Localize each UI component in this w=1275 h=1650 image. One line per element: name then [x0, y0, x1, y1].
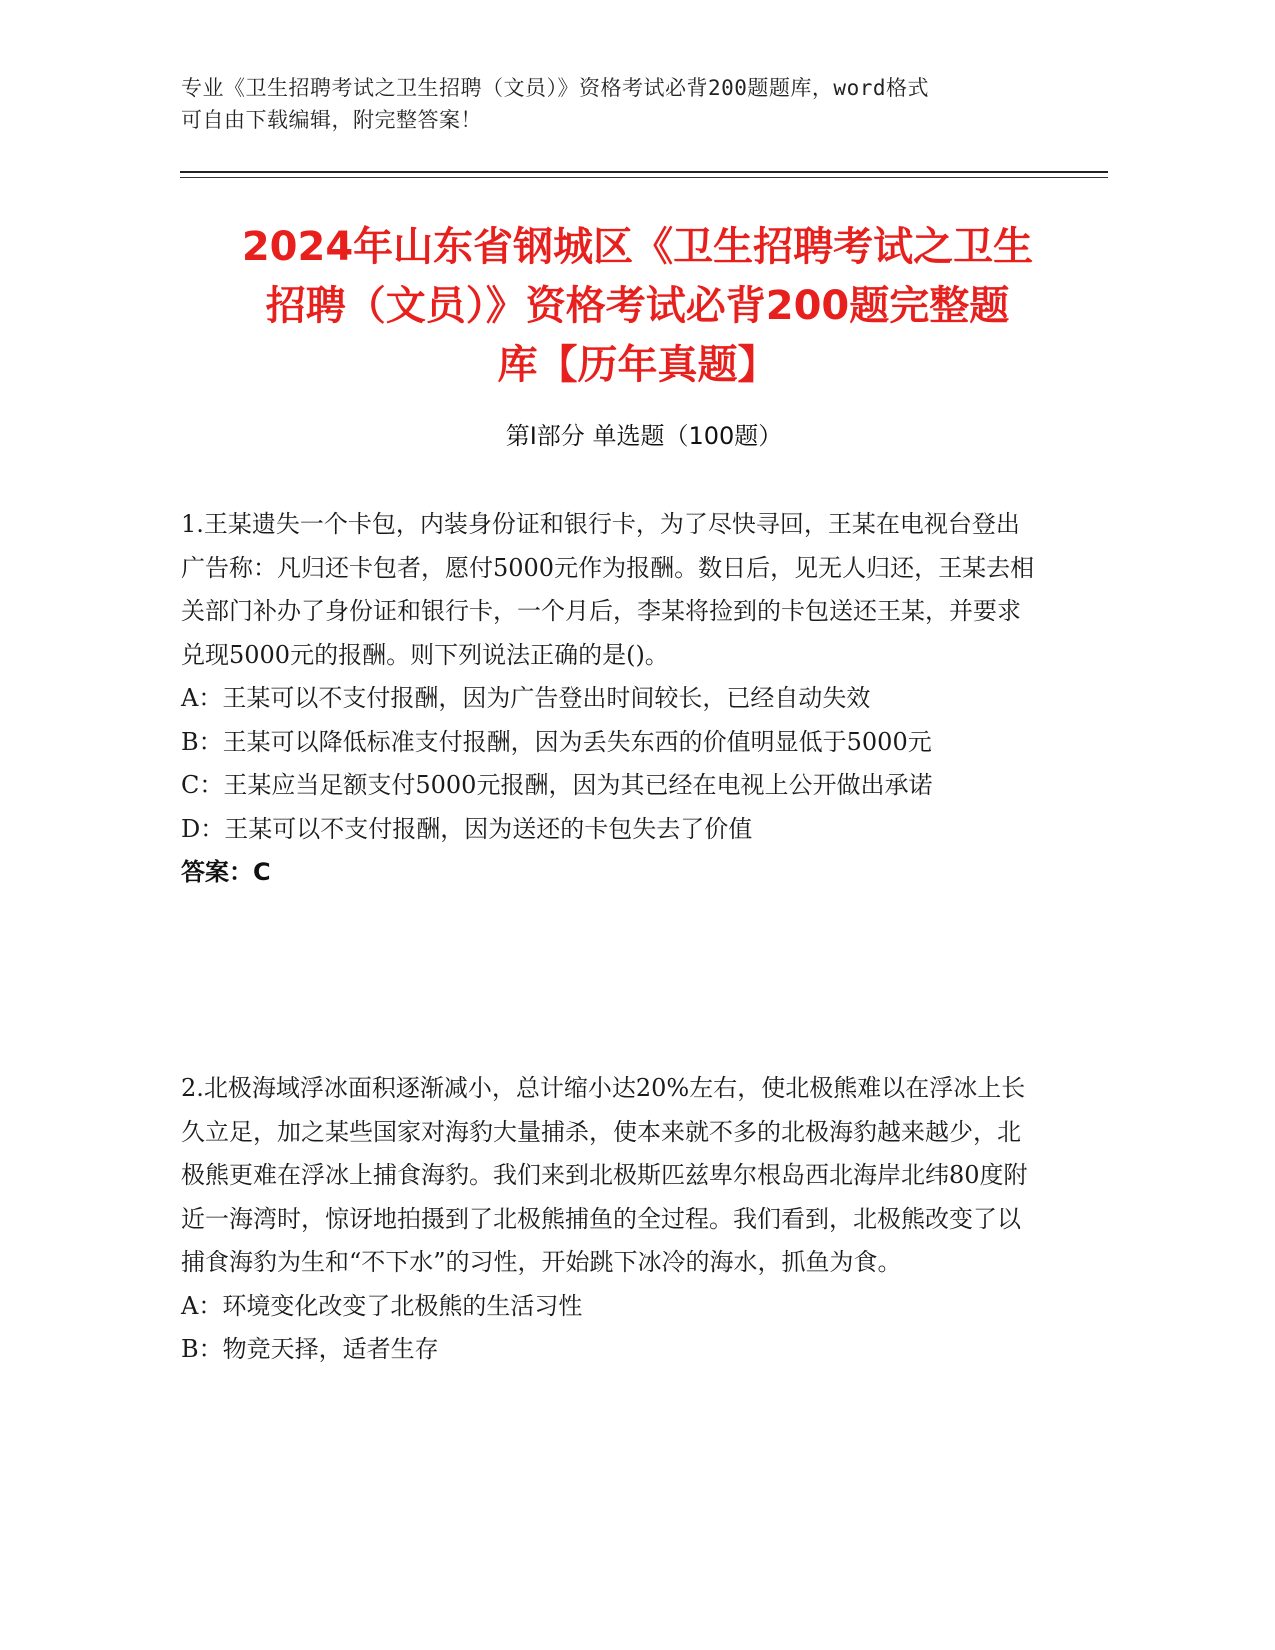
header-note — [181, 72, 1041, 136]
option-a: A：王某可以不支付报酬，因为广告登出时间较长，已经自动失效 — [181, 684, 871, 712]
header-divider-thin — [180, 177, 1108, 178]
question-stem: 1.王某遗失一个卡包，内装身份证和银行卡，为了尽快寻回，王某在电视台登出广告称：凡归还卡包者，愿付5000元作为报酬。数日后，见无人归还，王某去相关部门补办了身份证和银行卡，一个月后，李某将捡到的卡包送还王某，并要求兑现5000元的报酬。则下列说法正确的是()。 — [181, 510, 1035, 669]
option-b: B：王某可以降低标准支付报酬，因为丢失东西的价值明显低于5000元 — [181, 727, 932, 756]
header-note-line-1: 专业《卫生招聘考试之卫生招聘（文员）》资格考试必背200题题库，word格式 — [181, 76, 929, 100]
document-title-line-2: 招聘（文员）》资格考试必背200题完整题 — [265, 283, 1010, 329]
section-title: 第Ⅰ部分 单选题（100题） — [505, 422, 783, 450]
option-d: D：王某可以不支付报酬，因为送还的卡包失去了价值 — [181, 814, 753, 843]
option-a: A：环境变化改变了北极熊的生活习性 — [181, 1291, 583, 1320]
document-title — [170, 218, 1105, 395]
question-stem: 2.北极海域浮冰面积逐渐减小，总计缩小达20%左右，使北极熊难以在浮冰上长久立足，加之某些国家对海豹大量捕杀，使本来就不多的北极海豹越来越少，北极熊更难在浮冰上捕食海豹。我们来到北极斯匹兹卑尔根岛西北海岸北纬80度附近一海湾时，惊讶地拍摄到了北极熊捕鱼的全过程。我们看到，北极熊改变了以捕食海豹为生和“不下水”的习性，开始跳下冰冷的海水，抓鱼为食。 — [181, 1074, 1028, 1276]
document-title-line-3: 库【历年真题】 — [497, 342, 778, 388]
question-2 — [181, 1067, 1041, 1372]
header-divider-thick — [180, 171, 1108, 173]
question-1 — [181, 503, 1041, 895]
document-title-line-1: 2024年山东省钢城区《卫生招聘考试之卫生 — [241, 224, 1034, 270]
option-b: B：物竞天择，适者生存 — [181, 1335, 439, 1363]
option-c: C：王某应当足额支付5000元报酬，因为其已经在电视上公开做出承诺 — [181, 771, 933, 799]
answer-label: 答案：C — [181, 858, 271, 886]
header-note-line-2: 可自由下载编辑，附完整答案！ — [181, 108, 482, 132]
